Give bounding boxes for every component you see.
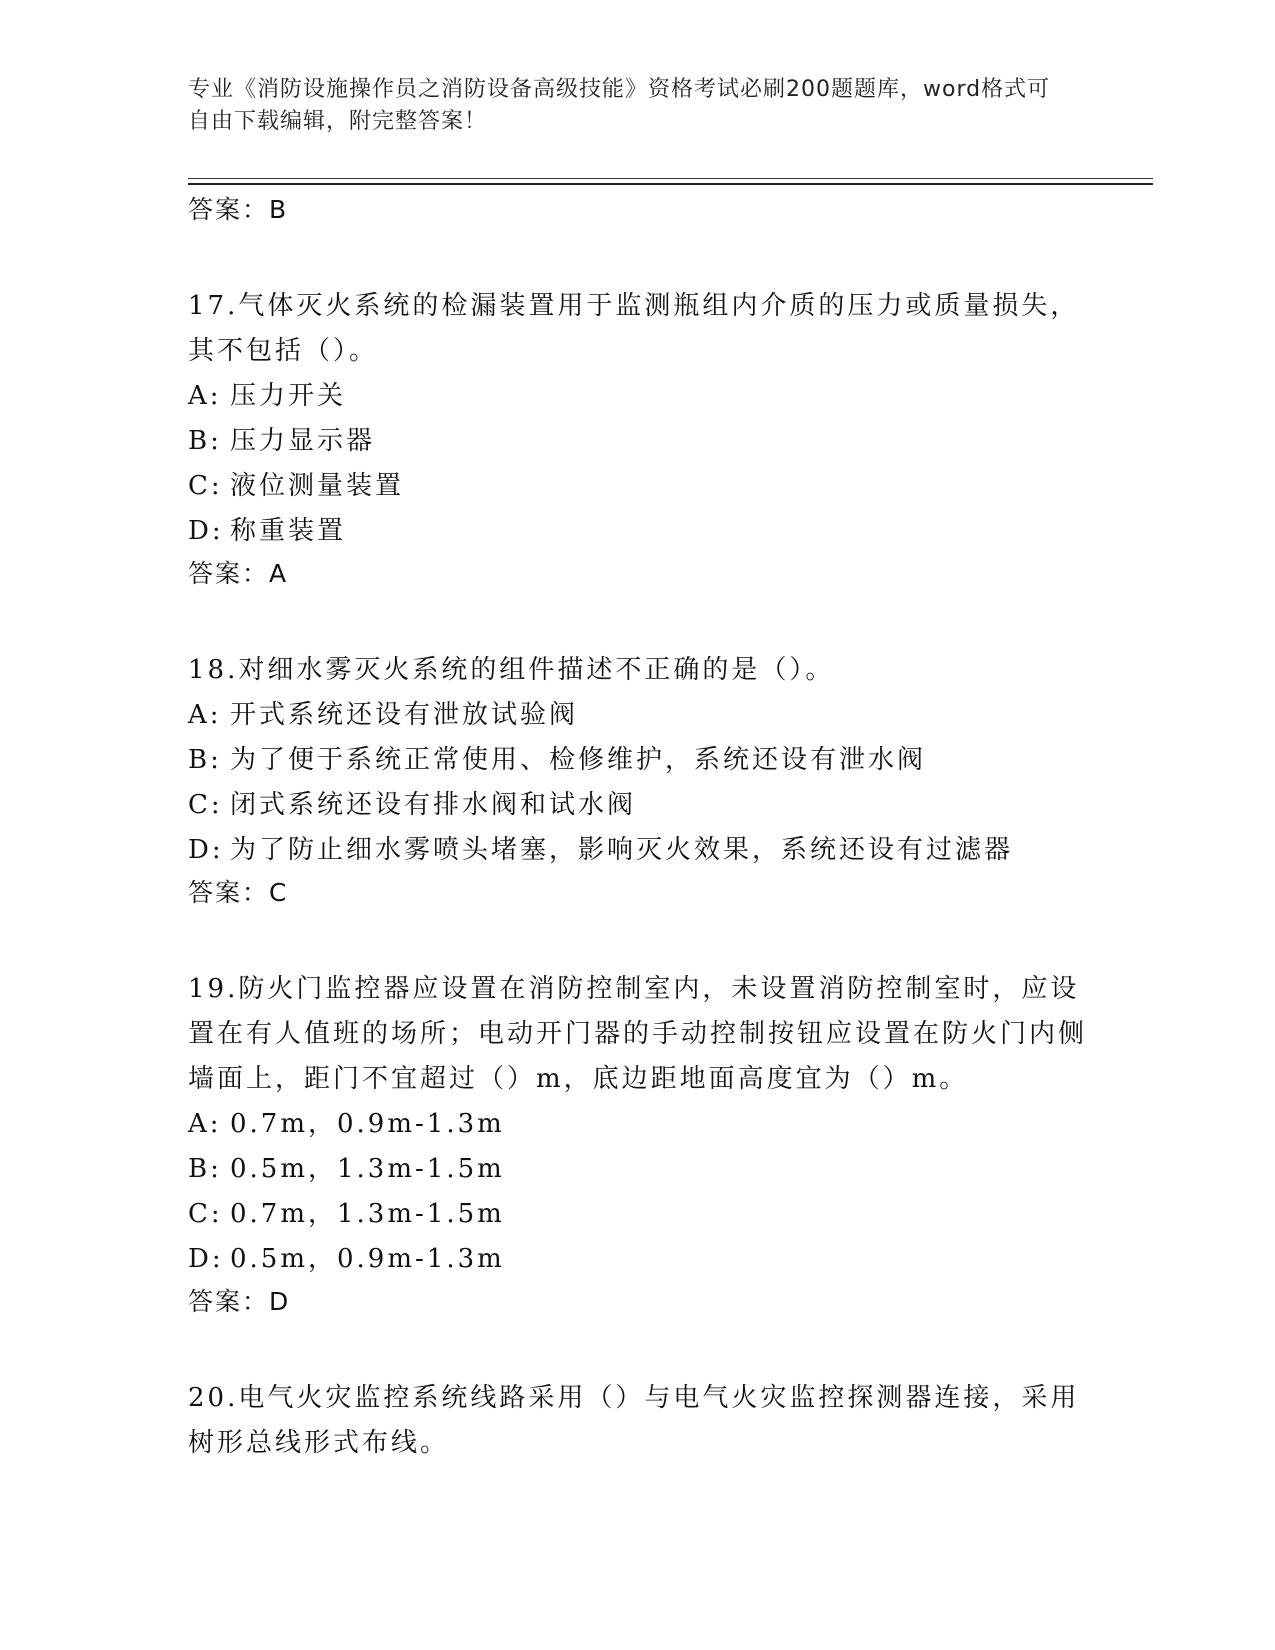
question-list [188, 190, 1088, 1466]
option-letter: C: [188, 471, 223, 501]
question-text: 18.对细水雾灭火系统的组件描述不正确的是（）。 [188, 655, 835, 685]
question-text: 17.气体灭火系统的检漏装置用于监测瓶组内介质的压力或质量损失，其不包括（）。 [188, 291, 1080, 366]
option-letter: B: [188, 1154, 222, 1184]
option-c [188, 464, 1088, 509]
option-d [188, 509, 1088, 554]
answer-value: A [269, 559, 289, 588]
option-d [188, 828, 1088, 873]
option-text: 为了防止细水雾喷头堵塞，影响灭火效果，系统还设有过滤器 [230, 835, 1014, 865]
answer-line [188, 190, 1088, 230]
option-text: 压力显示器 [230, 426, 376, 456]
question-19 [188, 967, 1088, 1322]
option-c [188, 1192, 1088, 1237]
answer-label: 答案： [188, 1287, 270, 1316]
answer-label: 答案： [188, 878, 270, 907]
option-text: 0.5m，0.9m-1.3m [230, 1244, 505, 1274]
answer-label: 答案： [188, 195, 270, 224]
option-letter: C: [188, 1199, 223, 1229]
option-d [188, 1237, 1088, 1282]
answer-value: B [269, 195, 289, 224]
header-divider-thick [188, 183, 1153, 185]
question-18 [188, 648, 1088, 913]
answer-line [188, 554, 1088, 594]
option-b [188, 419, 1088, 464]
option-b [188, 1147, 1088, 1192]
option-letter: D: [188, 516, 224, 546]
question-20 [188, 1376, 1088, 1466]
question-text: 19.防火门监控器应设置在消防控制室内，未设置消防控制室时，应设置在有人值班的场所；电动开门器的手动控制按钮应设置在防火门内侧墙面上，距门不宜超过（）m，底边距地面高度宜为（）m。 [188, 974, 1088, 1094]
answer-line [188, 873, 1088, 913]
question-17 [188, 284, 1088, 594]
option-b [188, 738, 1088, 783]
answer-label: 答案： [188, 559, 270, 588]
answer-value: D [269, 1287, 291, 1316]
option-letter: D: [188, 1244, 224, 1274]
option-letter: C: [188, 790, 223, 820]
option-text: 压力开关 [230, 381, 347, 411]
option-letter: B: [188, 426, 222, 456]
option-text: 0.5m，1.3m-1.5m [230, 1154, 505, 1184]
option-letter: A: [188, 1109, 222, 1139]
question-text: 20.电气火灾监控系统线路采用（）与电气火灾监控探测器连接，采用树形总线形式布线。 [188, 1383, 1080, 1458]
option-c [188, 783, 1088, 828]
option-a [188, 693, 1088, 738]
option-text: 0.7m，1.3m-1.5m [230, 1199, 505, 1229]
option-letter: D: [188, 835, 224, 865]
option-letter: A: [188, 381, 222, 411]
option-text: 为了便于系统正常使用、检修维护，系统还设有泄水阀 [230, 745, 927, 775]
answer-value: C [269, 878, 289, 907]
option-text: 开式系统还设有泄放试验阀 [230, 700, 579, 730]
option-text: 液位测量装置 [230, 471, 405, 501]
option-letter: B: [188, 745, 222, 775]
option-text: 称重装置 [230, 516, 347, 546]
option-text: 0.7m，0.9m-1.3m [230, 1109, 505, 1139]
option-a [188, 374, 1088, 419]
header-divider-thin [188, 178, 1153, 179]
option-a [188, 1102, 1088, 1147]
option-letter: A: [188, 700, 222, 730]
option-text: 闭式系统还设有排水阀和试水阀 [230, 790, 637, 820]
answer-line [188, 1282, 1088, 1322]
document-header: 专业《消防设施操作员之消防设备高级技能》资格考试必刷200题题库，word格式可自由下载编辑，附完整答案！ [188, 77, 1051, 134]
